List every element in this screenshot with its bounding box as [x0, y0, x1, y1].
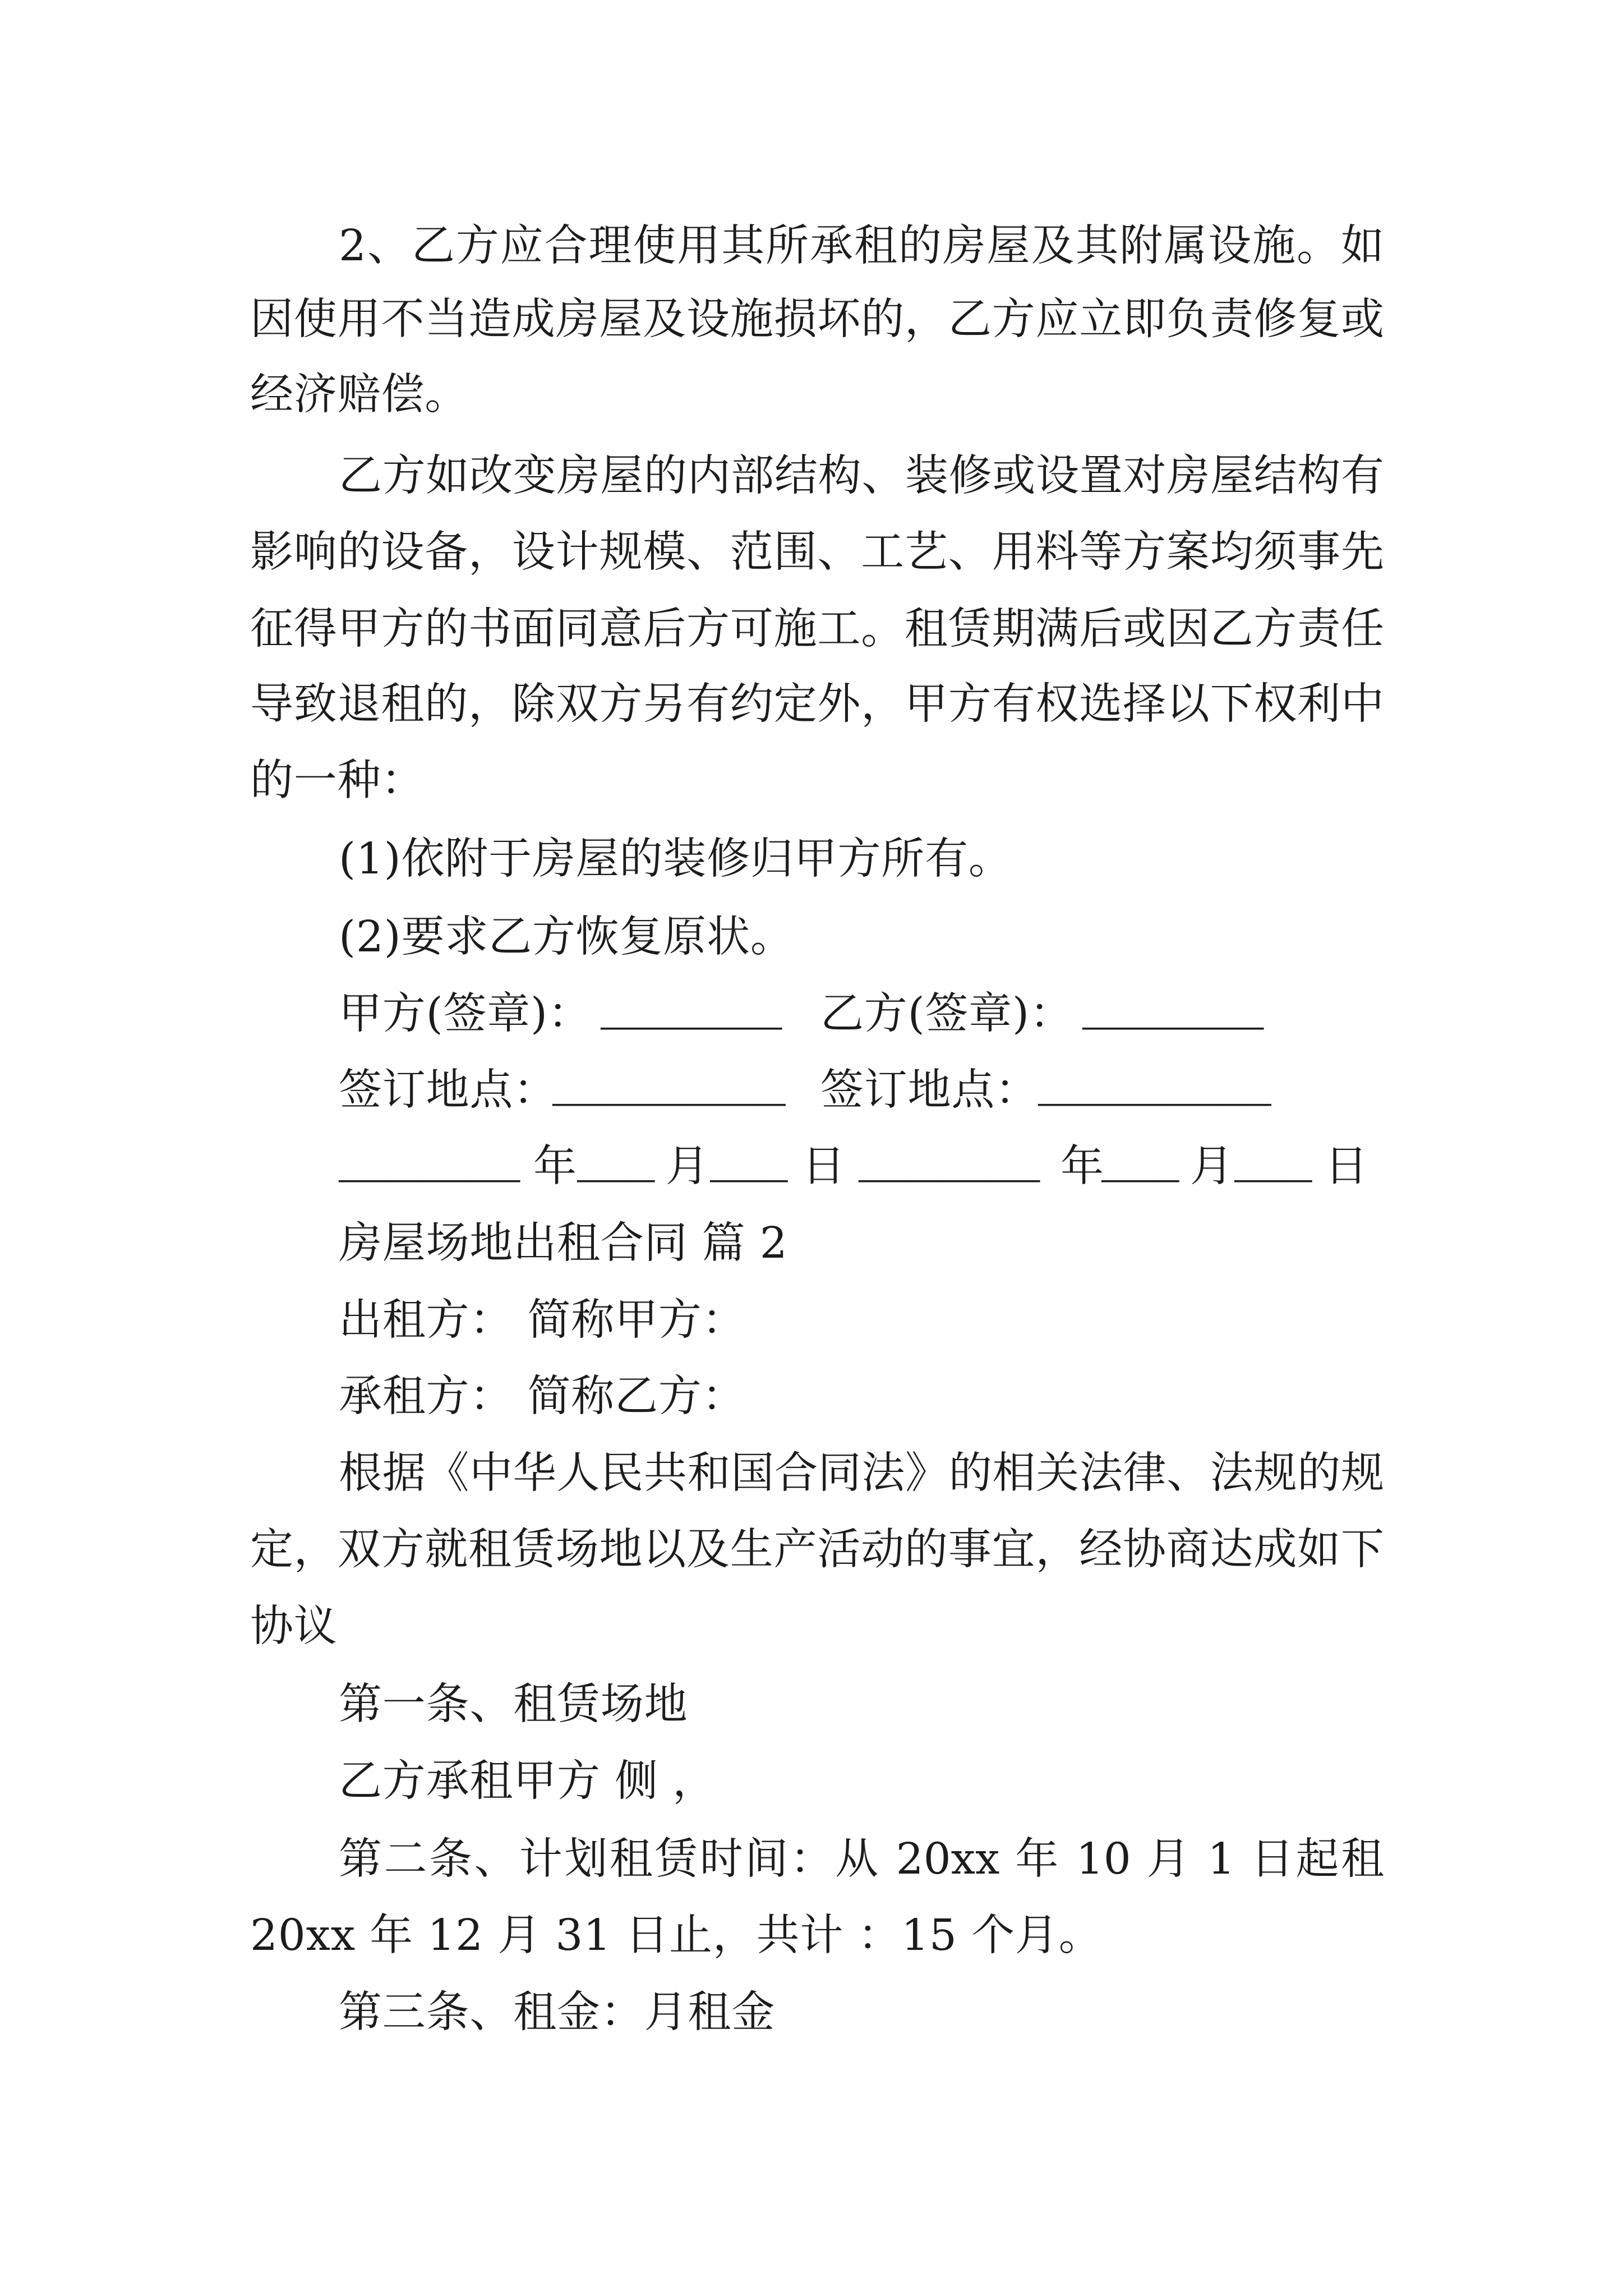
lessee-line: 承租方： 简称乙方：: [339, 1372, 746, 1421]
party-a-signature-blank: _______: [601, 990, 782, 1038]
article-2-line-1: 第二条、计划租赁时间：从 20xx 年 10 月 1 日起租: [339, 1834, 1384, 1884]
party-b-place-blank: _________: [1038, 1066, 1271, 1115]
party-a-place-label: 签订地点：: [339, 1065, 557, 1115]
party-a-month-label: 月: [666, 1142, 709, 1191]
party-b-signature-blank: _______: [1082, 990, 1264, 1038]
party-b-day-label: 日: [1325, 1142, 1368, 1191]
clause2-line-1: 2、乙方应合理使用其所承租的房屋及其附属设施。如: [339, 221, 1384, 271]
preamble-line-2: 定，双方就租赁场地以及生产活动的事宜，经协商达成如下: [250, 1525, 1384, 1575]
article-3-title: 第三条、租金：月租金: [339, 1987, 775, 2037]
option-2: (2)要求乙方恢复原状。: [339, 912, 794, 962]
article-1-title: 第一条、租赁场地: [339, 1680, 688, 1729]
contract-2-title: 房屋场地出租合同 篇 2: [339, 1218, 788, 1268]
alteration-line-1: 乙方如改变房屋的内部结构、装修或设置对房屋结构有: [339, 451, 1384, 501]
article-2-line-2: 20xx 年 12 月 31 日止，共计 ：15 个月。: [250, 1911, 1103, 1961]
party-a-signature-label: 甲方(签章)：: [339, 989, 592, 1039]
preamble-line-1: 根据《中华人民共和国合同法》的相关法律、法规的规: [339, 1448, 1384, 1498]
party-b-year-blank: _______: [859, 1142, 1040, 1191]
party-a-year-blank: _______: [339, 1142, 520, 1191]
alteration-line-5: 的一种：: [250, 756, 425, 806]
option-1: (1)依附于房屋的装修归甲方所有。: [339, 834, 1012, 884]
party-b-year-label: 年: [1061, 1142, 1104, 1191]
party-b-place-label: 签订地点：: [820, 1065, 1039, 1115]
clause2-line-3: 经济赔偿。: [250, 370, 468, 420]
alteration-line-4: 导致退租的，除双方另有约定外，甲方有权选择以下权利中: [250, 679, 1384, 729]
clause2-line-2: 因使用不当造成房屋及设施损坏的，乙方应立即负责修复或: [250, 295, 1384, 344]
party-b-signature-label: 乙方(签章)：: [820, 989, 1073, 1039]
preamble-line-3: 协议: [250, 1602, 338, 1651]
party-b-month-blank: ___: [1101, 1142, 1179, 1191]
party-a-place-blank: _________: [552, 1066, 786, 1115]
party-b-day-blank: ___: [1234, 1142, 1312, 1191]
party-a-day-label: 日: [802, 1142, 846, 1191]
article-1-body: 乙方承租甲方 侧 ，: [339, 1756, 716, 1806]
alteration-line-2: 影响的设备，设计规模、范围、工艺、用料等方案均须事先: [250, 527, 1384, 577]
lessor-line: 出租方： 简称甲方：: [339, 1295, 746, 1345]
party-a-month-blank: ___: [577, 1142, 655, 1191]
alteration-line-3: 征得甲方的书面同意后方可施工。租赁期满后或因乙方责任: [250, 604, 1384, 654]
party-a-day-blank: ___: [710, 1142, 788, 1191]
party-b-month-label: 月: [1190, 1142, 1234, 1191]
party-a-year-label: 年: [533, 1142, 577, 1191]
